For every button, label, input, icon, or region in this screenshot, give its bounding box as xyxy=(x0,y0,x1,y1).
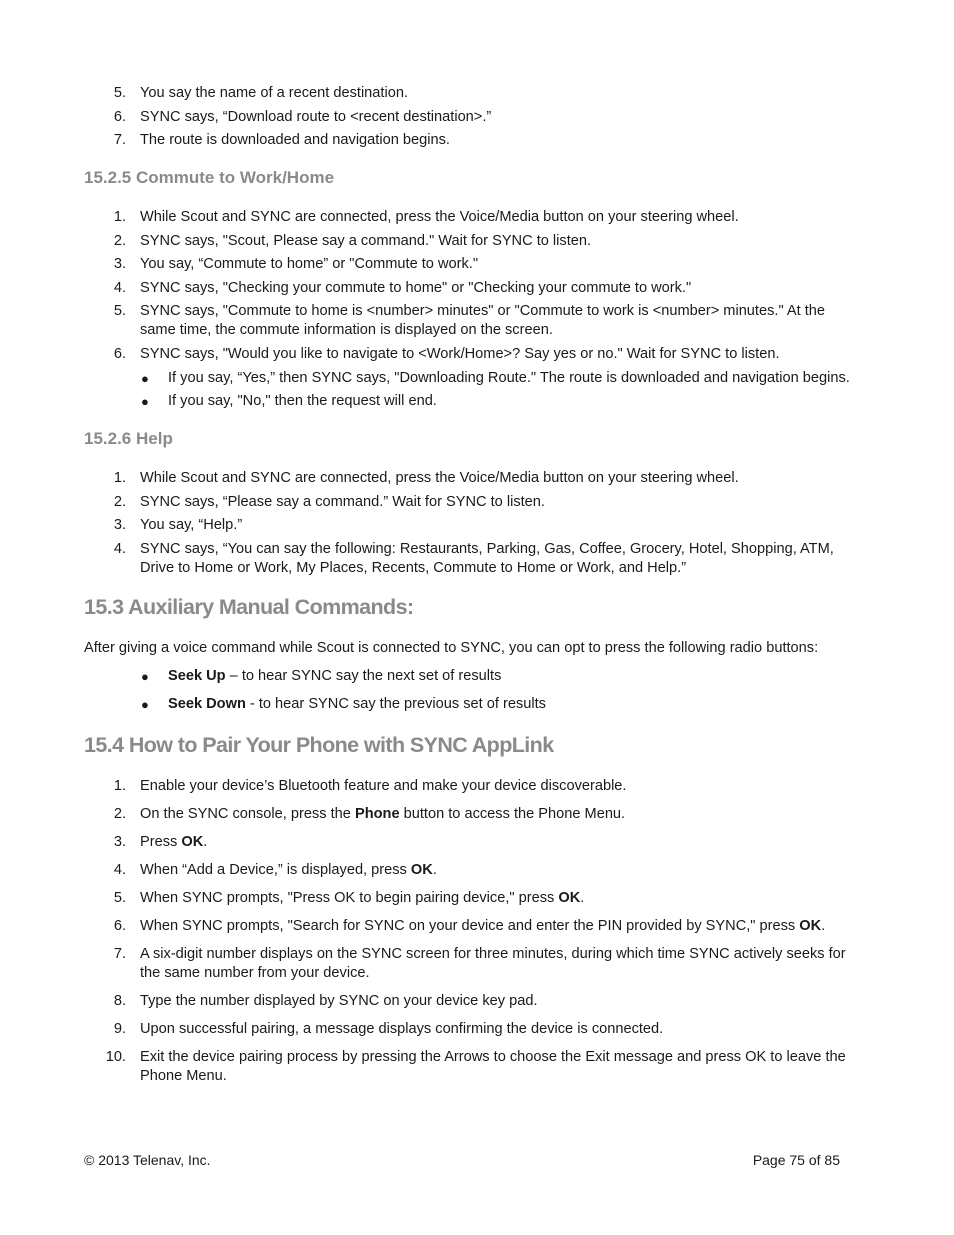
bullet-item: ● Seek Up – to hear SYNC say the next set of results xyxy=(141,668,502,684)
section-heading-pair: 15.4 How to Pair Your Phone with SYNC AppLink xyxy=(84,733,554,757)
list-item: 6. SYNC says, "Would you like to navigate to <Work/Home>? Say yes or no." Wait for SYNC to listen. xyxy=(113,345,780,362)
list-item: 4. SYNC says, “You can say the following: Restaurants, Parking, Gas, Coffee, Grocery, Hotel, Shopping, ATM, Drive to Home or Work, My Places, Recents, Commute to Home or Work, and Help.” xyxy=(113,540,834,576)
bullet-icon: ● xyxy=(141,669,149,684)
section-heading-help: 15.2.6 Help xyxy=(84,429,173,448)
list-item: 3. Press OK. xyxy=(113,834,208,850)
bullet-item: ● If you say, "No," then the request will end. xyxy=(141,393,437,409)
list-item: 3. You say, “Commute to home” or "Commute to work." xyxy=(113,256,479,272)
aux-bullets xyxy=(0,667,954,714)
list-item: 5. When SYNC prompts, "Press OK to begin pairing device," press OK. xyxy=(113,890,585,906)
list-item: 3. You say, “Help.” xyxy=(113,517,243,533)
bullet-icon: ● xyxy=(141,697,149,712)
help-steps xyxy=(0,469,954,578)
list-item: 10. Exit the device pairing process by pressing the Arrows to choose the Exit message and press OK to leave the Phone Menu. xyxy=(105,1049,846,1084)
list-item: 2. SYNC says, “Please say a command.” Wait for SYNC to listen. xyxy=(113,493,545,510)
bullet-item: ● If you say, “Yes,” then SYNC says, "Downloading Route." The route is downloaded and navigation begins. xyxy=(141,369,850,386)
list-item: 8. Type the number displayed by SYNC on your device key pad. xyxy=(113,993,538,1009)
list-item: 9. Upon successful pairing, a message displays confirming the device is connected. xyxy=(113,1021,664,1037)
list-item: 5. SYNC says, "Commute to home is <number> minutes" or "Commute to work is <number> minutes." At the same time, the commute information is displayed on the screen. xyxy=(113,303,826,338)
top-list xyxy=(0,84,954,150)
list-item: 7. A six-digit number displays on the SYNC screen for three minutes, during which time SYNC actively seeks for the same number from your device. xyxy=(113,946,846,981)
section-heading-aux: 15.3 Auxiliary Manual Commands: xyxy=(84,595,414,619)
section-heading-commute: 15.2.5 Commute to Work/Home xyxy=(84,168,335,187)
commute-steps xyxy=(0,208,954,411)
list-item: 1. Enable your device’s Bluetooth feature and make your device discoverable. xyxy=(113,778,627,794)
footer-copyright: © 2013 Telenav, Inc. xyxy=(84,1152,211,1168)
bullet-item: ● Seek Down - to hear SYNC say the previous set of results xyxy=(141,696,546,712)
list-item: 1. While Scout and SYNC are connected, press the Voice/Media button on your steering wheel. xyxy=(113,470,739,486)
list-item: 4. SYNC says, "Checking your commute to home" or "Checking your commute to work." xyxy=(113,279,692,296)
footer-page-number: Page 75 of 85 xyxy=(752,1152,840,1168)
list-item: 6. SYNC says, “Download route to <recent destination>.” xyxy=(113,108,492,125)
list-item: 2. On the SYNC console, press the Phone button to access the Phone Menu. xyxy=(113,806,626,822)
bullet-icon: ● xyxy=(141,370,149,386)
aux-intro: After giving a voice command while Scout is connected to SYNC, you can opt to press the following radio buttons: xyxy=(84,640,819,656)
list-item: 1. While Scout and SYNC are connected, press the Voice/Media button on your steering wheel. xyxy=(113,209,739,225)
list-item: 2. SYNC says, "Scout, Please say a command." Wait for SYNC to listen. xyxy=(113,232,592,249)
list-item: 4. When “Add a Device,” is displayed, press OK. xyxy=(113,862,437,878)
list-item: 5. You say the name of a recent destination. xyxy=(113,85,409,101)
list-item: 7. The route is downloaded and navigation begins. xyxy=(113,132,450,148)
list-item: 6. When SYNC prompts, "Search for SYNC on your device and enter the PIN provided by SYNC," press OK. xyxy=(113,918,826,934)
pair-steps xyxy=(0,777,954,1086)
bullet-icon: ● xyxy=(141,394,149,409)
